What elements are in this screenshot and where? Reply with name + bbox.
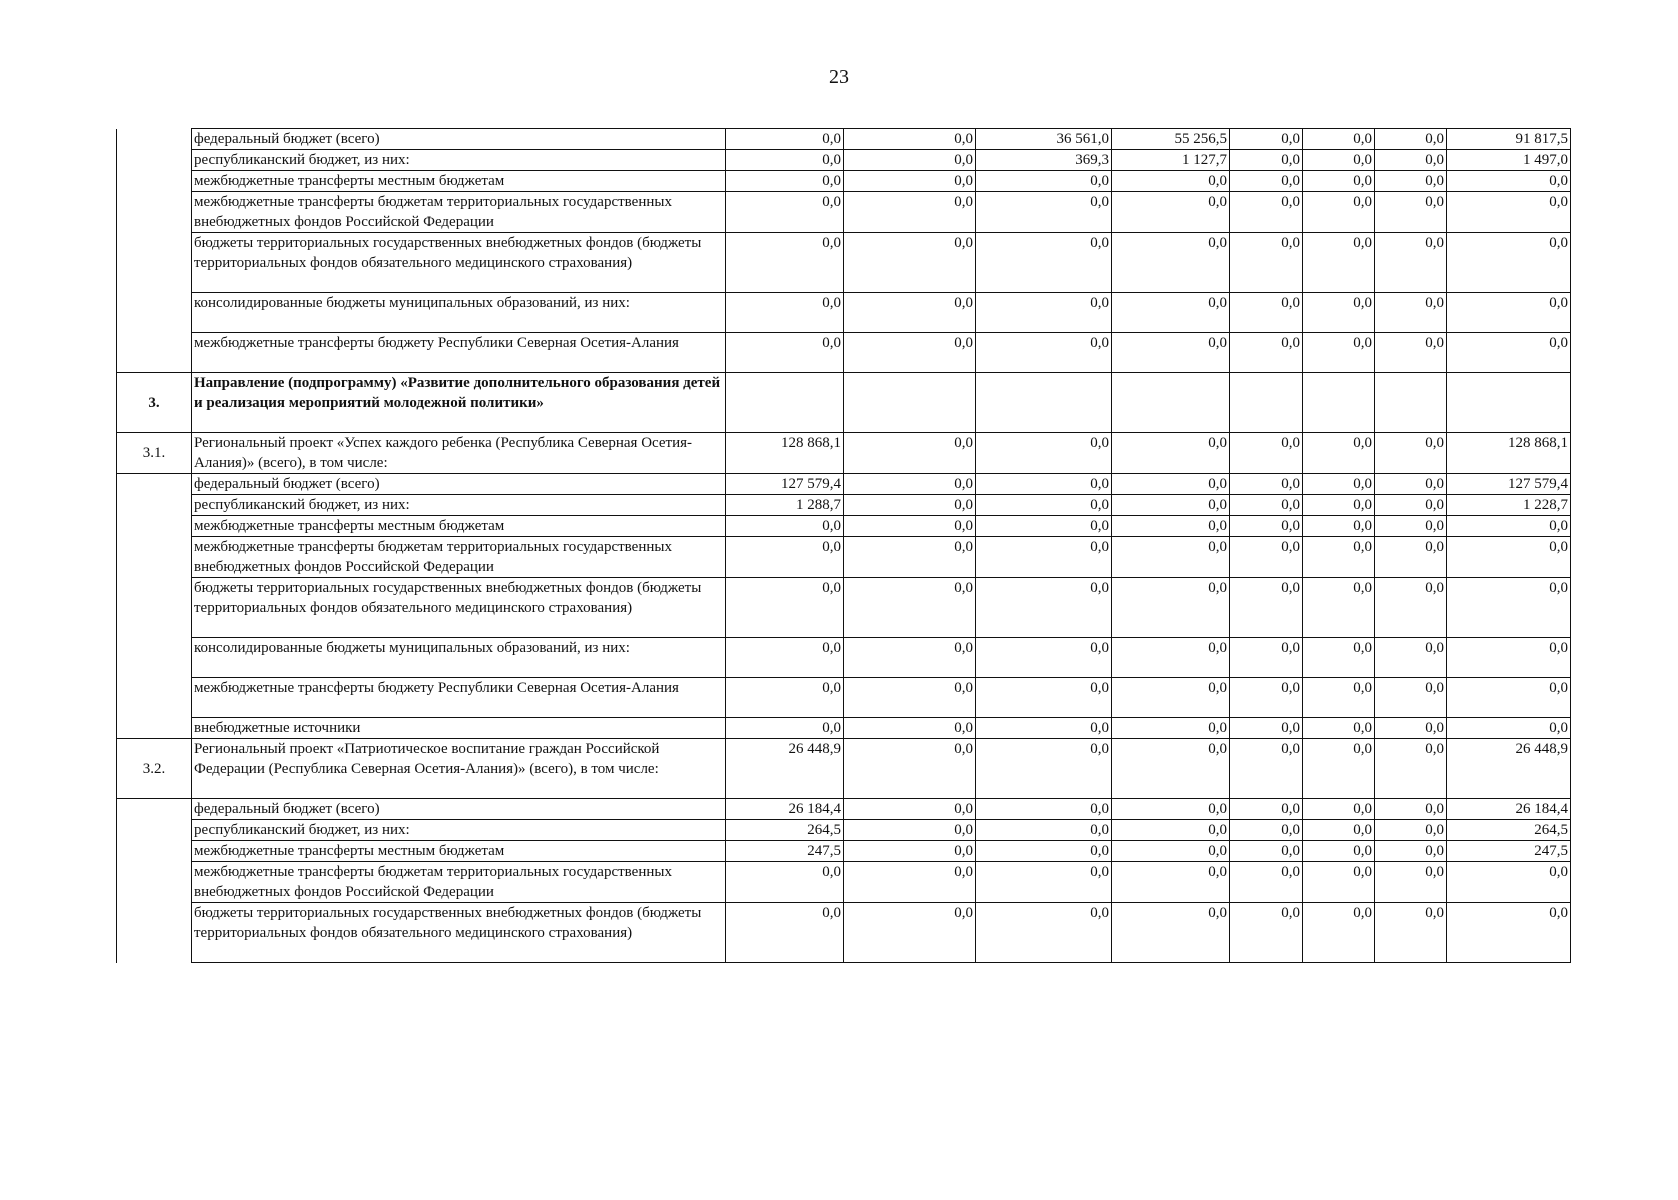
value-cell: 0,0 (1230, 171, 1303, 192)
table-row (117, 537, 1571, 578)
value-cell: 0,0 (1230, 799, 1303, 820)
table-row (117, 333, 1571, 373)
value-cell: 0,0 (844, 903, 976, 963)
value-cell: 0,0 (1112, 862, 1230, 903)
row-label: межбюджетные трансферты местным бюджетам (192, 171, 726, 192)
value-cell: 0,0 (1230, 474, 1303, 495)
value-cell (844, 373, 976, 433)
row-label: бюджеты территориальных государственных внебюджетных фондов (бюджеты территориальных фондов обязательного медицинского страхования) (192, 233, 726, 293)
value-cell: 0,0 (844, 150, 976, 171)
value-cell: 0,0 (726, 862, 844, 903)
value-cell: 0,0 (1230, 638, 1303, 678)
value-cell: 91 817,5 (1447, 129, 1571, 150)
row-label: межбюджетные трансферты бюджету Республики Северная Осетия-Алания (192, 333, 726, 373)
value-cell: 0,0 (1303, 333, 1375, 373)
value-cell: 0,0 (844, 516, 976, 537)
value-cell: 0,0 (1447, 903, 1571, 963)
value-cell: 0,0 (844, 233, 976, 293)
table-row (117, 192, 1571, 233)
value-cell: 0,0 (726, 293, 844, 333)
value-cell: 0,0 (1230, 820, 1303, 841)
value-cell: 0,0 (976, 333, 1112, 373)
value-cell: 0,0 (844, 192, 976, 233)
row-label: межбюджетные трансферты бюджетам территориальных государственных внебюджетных фондов Российской Федерации (192, 192, 726, 233)
value-cell: 0,0 (726, 192, 844, 233)
table-row (117, 171, 1571, 192)
value-cell: 0,0 (1303, 474, 1375, 495)
value-cell: 0,0 (1303, 516, 1375, 537)
value-cell: 0,0 (1447, 578, 1571, 638)
value-cell: 127 579,4 (726, 474, 844, 495)
value-cell: 26 448,9 (726, 739, 844, 799)
value-cell: 0,0 (1230, 433, 1303, 474)
value-cell: 0,0 (1303, 578, 1375, 638)
row-label: республиканский бюджет, из них: (192, 495, 726, 516)
value-cell: 0,0 (1303, 171, 1375, 192)
value-cell: 0,0 (1303, 862, 1375, 903)
value-cell: 0,0 (1303, 433, 1375, 474)
row-label: межбюджетные трансферты бюджетам территориальных государственных внебюджетных фондов Российской Федерации (192, 862, 726, 903)
value-cell: 0,0 (1112, 192, 1230, 233)
value-cell: 0,0 (844, 171, 976, 192)
value-cell: 0,0 (976, 739, 1112, 799)
value-cell: 0,0 (976, 903, 1112, 963)
value-cell: 0,0 (844, 820, 976, 841)
value-cell: 0,0 (1375, 739, 1447, 799)
row-label: бюджеты территориальных государственных внебюджетных фондов (бюджеты территориальных фондов обязательного медицинского страхования) (192, 578, 726, 638)
value-cell: 0,0 (1230, 578, 1303, 638)
value-cell: 0,0 (976, 841, 1112, 862)
value-cell: 0,0 (844, 333, 976, 373)
table-row (117, 433, 1571, 474)
table-row (117, 638, 1571, 678)
value-cell: 0,0 (1375, 474, 1447, 495)
table-row (117, 799, 1571, 820)
value-cell: 0,0 (1303, 192, 1375, 233)
value-cell: 0,0 (1230, 718, 1303, 739)
row-label: федеральный бюджет (всего) (192, 799, 726, 820)
value-cell: 0,0 (1447, 537, 1571, 578)
value-cell: 0,0 (976, 638, 1112, 678)
value-cell: 0,0 (1375, 516, 1447, 537)
row-label: Региональный проект «Успех каждого ребенка (Республика Северная Осетия-Алания)» (всего), в том числе: (192, 433, 726, 474)
table-row (117, 495, 1571, 516)
value-cell: 0,0 (1375, 495, 1447, 516)
value-cell: 0,0 (1375, 862, 1447, 903)
budget-table-body (117, 129, 1571, 963)
value-cell: 0,0 (1230, 293, 1303, 333)
value-cell: 0,0 (844, 678, 976, 718)
value-cell: 0,0 (726, 150, 844, 171)
value-cell: 0,0 (976, 171, 1112, 192)
value-cell: 0,0 (1230, 333, 1303, 373)
value-cell: 0,0 (976, 862, 1112, 903)
value-cell: 0,0 (1112, 171, 1230, 192)
value-cell: 0,0 (976, 578, 1112, 638)
row-label: консолидированные бюджеты муниципальных образований, из них: (192, 293, 726, 333)
row-label: Направление (подпрограмму) «Развитие дополнительного образования детей и реализация мероприятий молодежной политики» (192, 373, 726, 433)
value-cell: 0,0 (1447, 233, 1571, 293)
value-cell: 0,0 (1303, 903, 1375, 963)
value-cell: 0,0 (844, 638, 976, 678)
row-number-cell (117, 799, 192, 963)
value-cell: 0,0 (1447, 192, 1571, 233)
value-cell: 0,0 (1375, 150, 1447, 171)
value-cell: 0,0 (976, 433, 1112, 474)
value-cell: 0,0 (976, 293, 1112, 333)
value-cell: 128 868,1 (1447, 433, 1571, 474)
value-cell: 0,0 (1230, 537, 1303, 578)
value-cell: 0,0 (1375, 578, 1447, 638)
row-label: Региональный проект «Патриотическое воспитание граждан Российской Федерации (Республика Северная Осетия-Алания)» (всего), в том числе: (192, 739, 726, 799)
table-row (117, 233, 1571, 293)
value-cell: 0,0 (1112, 841, 1230, 862)
table-row (117, 862, 1571, 903)
value-cell: 1 228,7 (1447, 495, 1571, 516)
value-cell (1375, 373, 1447, 433)
value-cell: 0,0 (844, 578, 976, 638)
row-label: межбюджетные трансферты бюджету Республики Северная Осетия-Алания (192, 678, 726, 718)
value-cell: 26 184,4 (726, 799, 844, 820)
value-cell: 0,0 (1112, 718, 1230, 739)
value-cell: 0,0 (844, 862, 976, 903)
value-cell: 247,5 (1447, 841, 1571, 862)
value-cell: 0,0 (1303, 150, 1375, 171)
value-cell: 0,0 (1447, 516, 1571, 537)
value-cell: 247,5 (726, 841, 844, 862)
value-cell: 0,0 (1112, 799, 1230, 820)
value-cell: 0,0 (1112, 293, 1230, 333)
value-cell: 0,0 (844, 474, 976, 495)
value-cell: 0,0 (1303, 638, 1375, 678)
value-cell: 0,0 (1230, 841, 1303, 862)
row-number-cell: 3.2. (117, 739, 192, 799)
value-cell: 0,0 (1447, 171, 1571, 192)
value-cell: 0,0 (1112, 495, 1230, 516)
value-cell: 0,0 (726, 678, 844, 718)
value-cell: 0,0 (976, 192, 1112, 233)
value-cell: 0,0 (976, 820, 1112, 841)
value-cell: 0,0 (1375, 799, 1447, 820)
value-cell: 0,0 (844, 537, 976, 578)
value-cell: 0,0 (1112, 474, 1230, 495)
value-cell: 0,0 (844, 739, 976, 799)
value-cell: 0,0 (1230, 150, 1303, 171)
table-row (117, 578, 1571, 638)
value-cell: 0,0 (1303, 841, 1375, 862)
value-cell: 0,0 (844, 495, 976, 516)
value-cell: 0,0 (1375, 293, 1447, 333)
value-cell: 0,0 (1447, 678, 1571, 718)
value-cell: 369,3 (976, 150, 1112, 171)
value-cell (1447, 373, 1571, 433)
value-cell: 1 127,7 (1112, 150, 1230, 171)
value-cell: 0,0 (726, 578, 844, 638)
value-cell: 0,0 (844, 293, 976, 333)
value-cell: 0,0 (1303, 799, 1375, 820)
value-cell: 0,0 (844, 799, 976, 820)
value-cell: 0,0 (726, 638, 844, 678)
value-cell: 0,0 (844, 841, 976, 862)
value-cell (1303, 373, 1375, 433)
table-row (117, 739, 1571, 799)
value-cell: 0,0 (1230, 862, 1303, 903)
value-cell: 0,0 (1112, 820, 1230, 841)
value-cell: 0,0 (1230, 495, 1303, 516)
table-row (117, 150, 1571, 171)
value-cell: 0,0 (1303, 233, 1375, 293)
table-row (117, 678, 1571, 718)
value-cell: 0,0 (844, 718, 976, 739)
value-cell: 0,0 (1112, 578, 1230, 638)
value-cell: 0,0 (1303, 129, 1375, 150)
value-cell: 0,0 (1375, 433, 1447, 474)
value-cell (1112, 373, 1230, 433)
value-cell: 0,0 (1230, 739, 1303, 799)
row-number-cell: 3. (117, 373, 192, 433)
table-row (117, 129, 1571, 150)
value-cell: 0,0 (1303, 678, 1375, 718)
table-row (117, 841, 1571, 862)
value-cell: 1 497,0 (1447, 150, 1571, 171)
value-cell: 0,0 (1230, 233, 1303, 293)
value-cell: 0,0 (976, 718, 1112, 739)
value-cell: 0,0 (1112, 333, 1230, 373)
table-row (117, 903, 1571, 963)
value-cell: 0,0 (1112, 903, 1230, 963)
value-cell: 0,0 (976, 233, 1112, 293)
value-cell: 0,0 (1375, 903, 1447, 963)
value-cell (1230, 373, 1303, 433)
value-cell: 36 561,0 (976, 129, 1112, 150)
value-cell: 1 288,7 (726, 495, 844, 516)
value-cell: 0,0 (1375, 678, 1447, 718)
row-label: республиканский бюджет, из них: (192, 820, 726, 841)
page-number: 23 (829, 66, 849, 88)
value-cell: 0,0 (1447, 718, 1571, 739)
row-label: бюджеты территориальных государственных внебюджетных фондов (бюджеты территориальных фондов обязательного медицинского страхования) (192, 903, 726, 963)
value-cell: 0,0 (1375, 841, 1447, 862)
value-cell: 55 256,5 (1112, 129, 1230, 150)
value-cell: 0,0 (1230, 192, 1303, 233)
row-label: федеральный бюджет (всего) (192, 474, 726, 495)
value-cell: 0,0 (1375, 638, 1447, 678)
value-cell: 0,0 (726, 333, 844, 373)
value-cell: 0,0 (726, 129, 844, 150)
value-cell: 0,0 (1112, 233, 1230, 293)
value-cell: 0,0 (1230, 516, 1303, 537)
budget-table (116, 128, 1571, 963)
row-number-cell (117, 474, 192, 739)
value-cell: 0,0 (1447, 862, 1571, 903)
value-cell: 0,0 (844, 433, 976, 474)
value-cell: 0,0 (1303, 718, 1375, 739)
table-row (117, 516, 1571, 537)
value-cell: 0,0 (1375, 233, 1447, 293)
value-cell: 0,0 (726, 171, 844, 192)
value-cell: 0,0 (1375, 820, 1447, 841)
value-cell: 0,0 (726, 516, 844, 537)
value-cell: 0,0 (1375, 718, 1447, 739)
value-cell: 0,0 (726, 537, 844, 578)
value-cell: 0,0 (1112, 537, 1230, 578)
value-cell: 0,0 (1112, 433, 1230, 474)
value-cell: 0,0 (844, 129, 976, 150)
value-cell: 0,0 (1447, 333, 1571, 373)
value-cell: 0,0 (976, 678, 1112, 718)
value-cell: 0,0 (726, 718, 844, 739)
value-cell: 0,0 (1447, 638, 1571, 678)
value-cell: 0,0 (976, 516, 1112, 537)
value-cell: 0,0 (1303, 293, 1375, 333)
value-cell: 0,0 (1112, 516, 1230, 537)
value-cell: 264,5 (1447, 820, 1571, 841)
value-cell: 0,0 (1375, 333, 1447, 373)
value-cell: 0,0 (976, 537, 1112, 578)
value-cell: 0,0 (1303, 495, 1375, 516)
value-cell: 0,0 (1375, 537, 1447, 578)
value-cell: 0,0 (976, 799, 1112, 820)
value-cell: 0,0 (1375, 129, 1447, 150)
value-cell: 127 579,4 (1447, 474, 1571, 495)
value-cell: 0,0 (726, 233, 844, 293)
row-label: межбюджетные трансферты бюджетам территориальных государственных внебюджетных фондов Российской Федерации (192, 537, 726, 578)
value-cell: 0,0 (1230, 129, 1303, 150)
value-cell: 0,0 (726, 903, 844, 963)
value-cell: 0,0 (1375, 171, 1447, 192)
table-row (117, 373, 1571, 433)
row-label: межбюджетные трансферты местным бюджетам (192, 841, 726, 862)
value-cell: 0,0 (1112, 638, 1230, 678)
value-cell: 0,0 (1112, 739, 1230, 799)
table-row (117, 718, 1571, 739)
row-number-cell: 3.1. (117, 433, 192, 474)
value-cell: 0,0 (1303, 537, 1375, 578)
row-label: федеральный бюджет (всего) (192, 129, 726, 150)
value-cell: 0,0 (1230, 903, 1303, 963)
value-cell (726, 373, 844, 433)
value-cell: 0,0 (1375, 192, 1447, 233)
value-cell: 26 448,9 (1447, 739, 1571, 799)
row-label: межбюджетные трансферты местным бюджетам (192, 516, 726, 537)
row-number-cell (117, 129, 192, 373)
row-label: республиканский бюджет, из них: (192, 150, 726, 171)
value-cell: 0,0 (976, 495, 1112, 516)
value-cell: 0,0 (1303, 820, 1375, 841)
value-cell: 0,0 (1447, 293, 1571, 333)
value-cell: 0,0 (1230, 678, 1303, 718)
row-label: внебюджетные источники (192, 718, 726, 739)
value-cell: 0,0 (976, 474, 1112, 495)
table-row (117, 820, 1571, 841)
value-cell (976, 373, 1112, 433)
value-cell: 0,0 (1303, 739, 1375, 799)
row-label: консолидированные бюджеты муниципальных образований, из них: (192, 638, 726, 678)
value-cell: 26 184,4 (1447, 799, 1571, 820)
value-cell: 264,5 (726, 820, 844, 841)
table-row (117, 293, 1571, 333)
value-cell: 128 868,1 (726, 433, 844, 474)
table-row (117, 474, 1571, 495)
value-cell: 0,0 (1112, 678, 1230, 718)
